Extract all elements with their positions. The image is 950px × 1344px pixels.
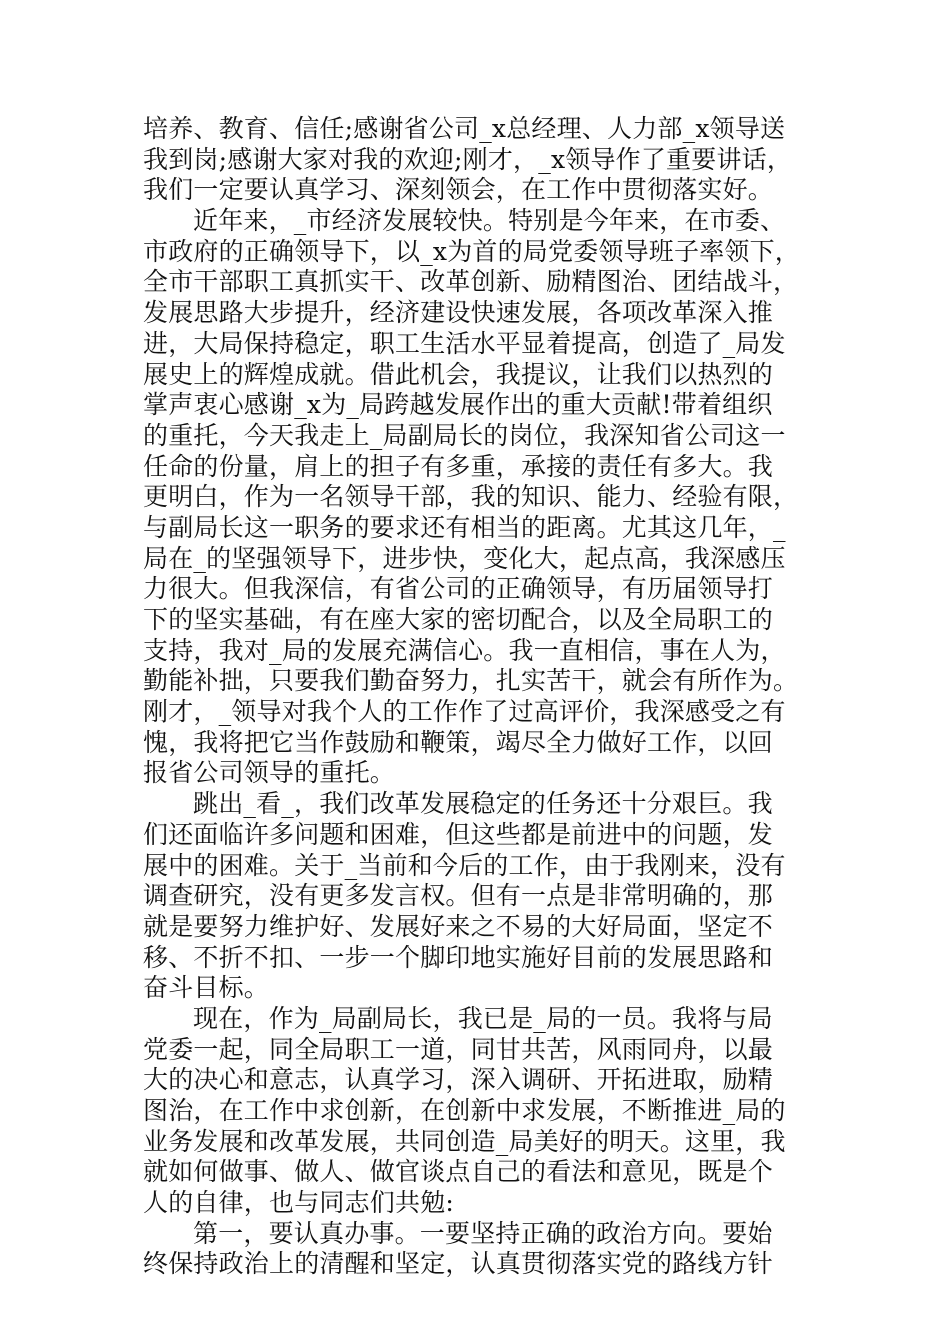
text-line: 就是要努力维护好、发展好来之不易的大好局面，坚定不 [143, 911, 774, 941]
text-line: 跳出_看_，我们改革发展稳定的任务还十分艰巨。我 [193, 789, 773, 819]
text-line: 全市干部职工真抓实干、改革创新、励精图治、团结战斗， [143, 267, 799, 297]
text-line: 人的自律，也与同志们共勉: [143, 1188, 455, 1218]
text-line: 我们一定要认真学习、深刻领会，在工作中贯彻落实好。 [143, 175, 774, 205]
text-line: 与副局长这一职务的要求还有相当的距离。尤其这几年，_ [143, 512, 786, 542]
text-line: 们还面临许多问题和困难，但这些都是前进中的问题，发 [143, 819, 774, 849]
text-line: 现在，作为_局副局长，我已是_局的一员。我将与局 [193, 1003, 773, 1033]
text-line: 就如何做事、做人、做官谈点自己的看法和意见，既是个 [143, 1157, 774, 1187]
text-line: 移、不折不扣、一步一个脚印地实施好目前的发展思路和 [143, 942, 774, 972]
text-line: 我到岗;感谢大家对我的欢迎;刚才，_x领导作了重要讲话， [143, 144, 793, 174]
text-line: 掌声衷心感谢_x为_局跨越发展作出的重大贡献!带着组织 [143, 390, 773, 420]
text-line: 市政府的正确领导下，以_x为首的局党委领导班子率领下， [143, 236, 801, 266]
text-line: 终保持政治上的清醒和坚定，认真贯彻落实党的路线方针 [143, 1249, 774, 1279]
text-line: 业务发展和改革发展，共同创造_局美好的明天。这里，我 [143, 1126, 786, 1156]
text-line: 更明白，作为一名领导干部，我的知识、能力、经验有限， [143, 482, 799, 512]
text-line: 任命的份量，肩上的担子有多重，承接的责任有多大。我 [143, 451, 774, 481]
text-line: 大的决心和意志，认真学习，深入调研、开拓进取，励精 [143, 1065, 774, 1095]
text-line: 报省公司领导的重托。 [143, 758, 396, 788]
text-line: 下的坚实基础，有在座大家的密切配合，以及全局职工的 [143, 605, 774, 634]
text-line: 第一，要认真办事。一要坚持正确的政治方向。要始 [193, 1218, 773, 1248]
text-line: 培养、教育、信任;感谢省公司_x总经理、人力部_x领导送 [143, 114, 786, 143]
text-line: 支持，我对_局的发展充满信心。我一直相信，事在人为， [143, 635, 786, 665]
text-line: 调查研究，没有更多发言权。但有一点是非常明确的，那 [143, 881, 774, 911]
text-line: 刚才，_领导对我个人的工作作了过高评价，我深感受之有 [143, 697, 786, 727]
text-line: 展史上的辉煌成就。借此机会，我提议，让我们以热烈的 [143, 359, 774, 389]
text-line: 愧，我将把它当作鼓励和鞭策，竭尽全力做好工作，以回 [143, 727, 774, 757]
text-line: 力很大。但我深信，有省公司的正确领导，有历届领导打 [143, 574, 774, 604]
text-line: 展中的困难。关于_当前和今后的工作，由于我刚来，没有 [143, 850, 786, 880]
text-line: 的重托，今天我走上_局副局长的岗位，我深知省公司这一 [143, 420, 786, 450]
document-body [143, 114, 807, 1280]
text-line: 奋斗目标。 [143, 973, 270, 1003]
text-line: 近年来，_市经济发展较快。特别是今年来，在市委、 [193, 206, 786, 236]
text-line: 勤能补拙，只要我们勤奋努力，扎实苦干，就会有所作为。 [143, 666, 799, 696]
text-line: 局在_的坚强领导下，进步快，变化大，起点高，我深感压 [143, 543, 786, 573]
text-line: 发展思路大步提升，经济建设快速发展，各项改革深入推 [143, 298, 774, 328]
text-line: 图治，在工作中求创新，在创新中求发展，不断推进_局的 [143, 1096, 786, 1125]
text-line: 党委一起，同全局职工一道，同甘共苦，风雨同舟，以最 [143, 1034, 774, 1064]
text-line: 进，大局保持稳定，职工生活水平显着提高，创造了_局发 [143, 328, 786, 358]
